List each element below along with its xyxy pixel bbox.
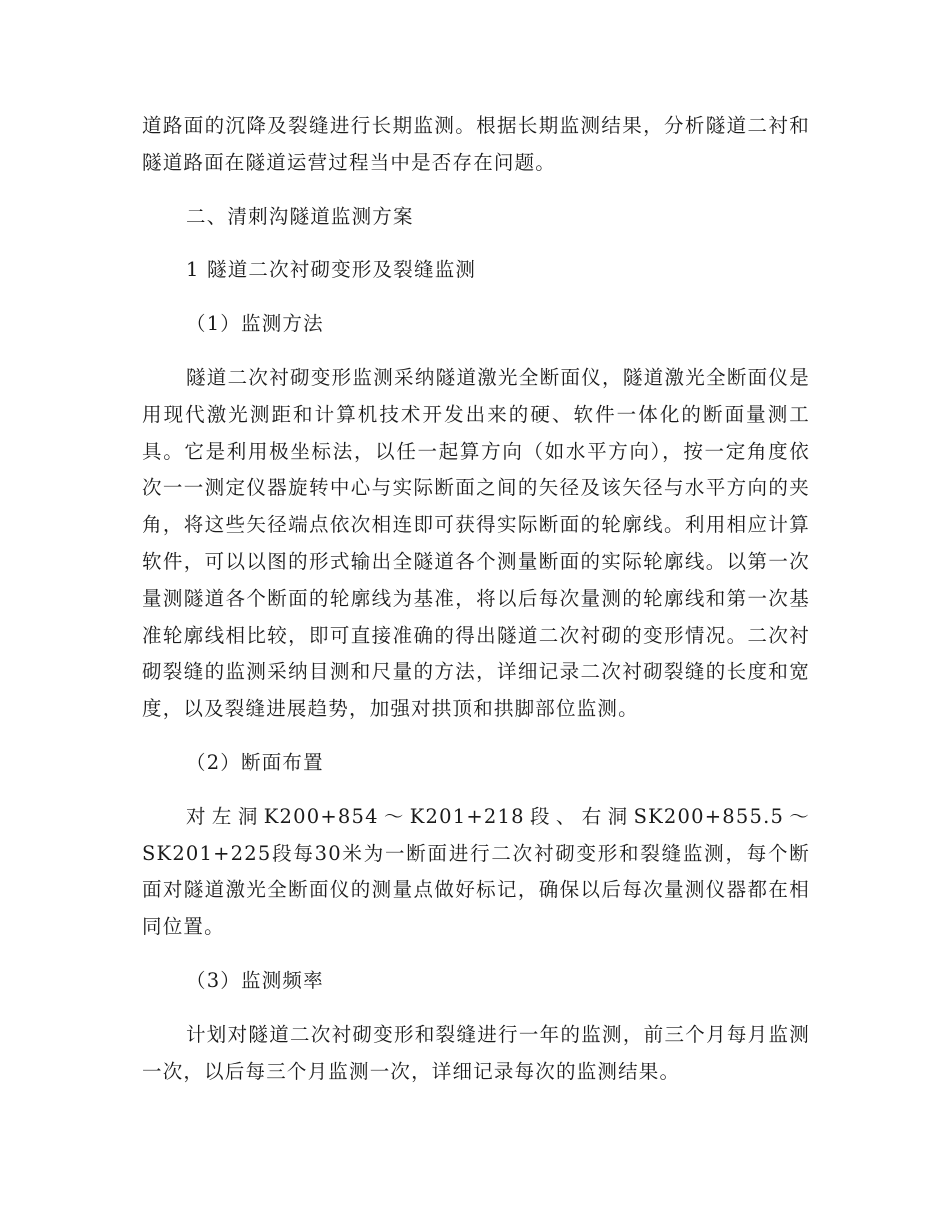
subsubsection-heading-frequency: （3）监测频率 bbox=[186, 968, 324, 992]
paragraph-intro-continuation: 道路面的沉降及裂缝进行长期监测。根据长期监测结果，分析隧道二衬和隧道路面在隧道运营过程当中是否存在问题。 bbox=[142, 114, 810, 174]
document-page bbox=[142, 108, 810, 1090]
paragraph-layout: 对左洞K200+854～K201+218段、右洞SK200+855.5～SK201+225段每30米为一断面进行二次衬砌变形和裂缝监测，每个断面对隧道激光全断面仪的测量点做好标记，确保以后每次量测仪器都在相同位置。 bbox=[142, 804, 810, 939]
section-heading: 二、清刺沟隧道监测方案 bbox=[186, 204, 414, 228]
paragraph-method: 隧道二次衬砌变形监测采纳隧道激光全断面仪，隧道激光全断面仪是用现代激光测距和计算机技术开发出来的硬、软件一体化的断面量测工具。它是利用极坐标法，以任一起算方向（如水平方向），按一定角度依次一一测定仪器旋转中心与实际断面之间的矢径及该矢径与水平方向的夹角，将这些矢径端点依次相连即可获得实际断面的轮廓线。利用相应计算软件，可以以图的形式输出全隧道各个测量断面的实际轮廓线。以第一次量测隧道各个断面的轮廓线为基准，将以后每次量测的轮廓线和第一次基准轮廓线相比较，即可直接准确的得出隧道二次衬砌的变形情况。二次衬砌裂缝的监测采纳目测和尺量的方法，详细记录二次衬砌裂缝的长度和宽度，以及裂缝进展趋势，加强对拱顶和拱脚部位监测。 bbox=[142, 365, 810, 721]
subsubsection-heading-layout: （2）断面布置 bbox=[186, 750, 324, 774]
subsubsection-heading-method: （1）监测方法 bbox=[186, 312, 324, 336]
paragraph-frequency: 计划对隧道二次衬砌变形和裂缝进行一年的监测，前三个月每月监测一次，以后每三个月监测一次，详细记录每次的监测结果。 bbox=[142, 1022, 810, 1083]
subsection-heading: 1 隧道二次衬砌变形及裂缝监测 bbox=[186, 258, 477, 282]
